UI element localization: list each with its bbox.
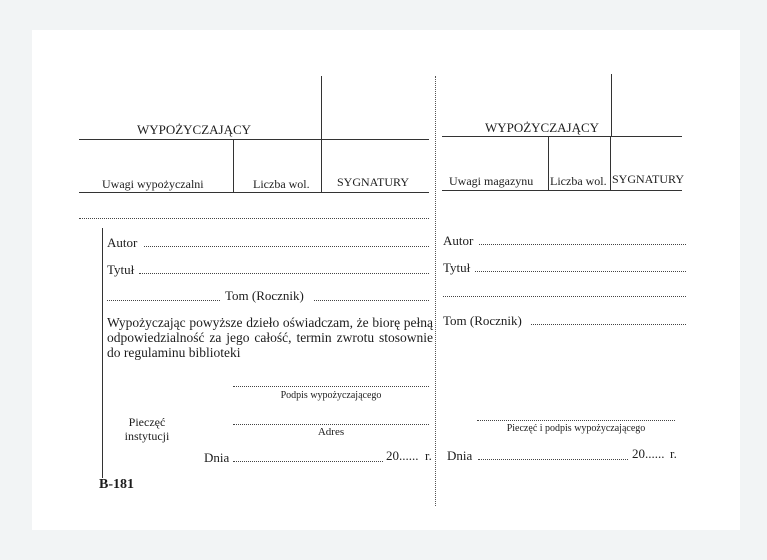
right-col-sygnatury: SYGNATURY — [612, 172, 685, 186]
right-autor-label: Autor — [443, 233, 474, 248]
right-tom-field[interactable] — [531, 324, 686, 325]
right-col-divider-1 — [548, 137, 549, 190]
right-tytul-label: Tytuł — [443, 260, 471, 275]
left-dotted-separator — [79, 218, 429, 219]
right-autor-field[interactable] — [479, 244, 686, 245]
form-code: B-181 — [99, 477, 134, 492]
right-year-label: 20...... — [632, 446, 665, 461]
right-tytul-field[interactable] — [475, 271, 686, 272]
left-tom-field-after[interactable] — [314, 300, 429, 301]
left-col-sygnatury: SYGNATURY — [337, 175, 410, 189]
left-autor-label: Autor — [107, 235, 138, 250]
right-r-label: r. — [670, 446, 677, 461]
library-loan-card — [32, 30, 740, 530]
right-pieczec-field[interactable] — [477, 420, 675, 421]
left-col-liczba: Liczba wol. — [253, 177, 310, 191]
left-dnia-field[interactable] — [233, 461, 383, 462]
left-col-bottom-line — [79, 192, 429, 193]
left-autor-field[interactable] — [144, 246, 429, 247]
right-col-divider-2 — [610, 137, 611, 190]
left-form-bracket — [102, 228, 103, 478]
right-col-uwagi: Uwagi magazynu — [449, 174, 534, 188]
left-dnia-label: Dnia — [204, 450, 230, 465]
right-pieczec-caption: Pieczęć i podpis wypożyczającego — [506, 423, 646, 434]
left-col-divider-2 — [321, 140, 322, 192]
left-header-line — [79, 139, 429, 140]
left-pieczec-label: Pieczęć — [128, 415, 166, 429]
left-col-uwagi: Uwagi wypożyczalni — [102, 177, 204, 191]
left-adres-field[interactable] — [233, 424, 429, 425]
right-dnia-label: Dnia — [447, 448, 473, 463]
left-header-title: WYPOŻYCZAJĄCY — [136, 122, 252, 137]
left-col-divider-1 — [233, 140, 234, 192]
left-year-label: 20...... — [386, 448, 419, 463]
perforation-line — [435, 76, 436, 506]
left-podpis-caption: Podpis wypożyczającego — [280, 390, 382, 401]
right-dnia-field[interactable] — [478, 459, 628, 460]
left-podpis-field[interactable] — [233, 386, 429, 387]
left-top-divider — [321, 76, 322, 140]
left-tytul-field[interactable] — [139, 273, 429, 274]
left-tytul-label: Tytuł — [107, 262, 135, 277]
left-tom-field-before[interactable] — [107, 300, 220, 301]
left-instytucji-label: instytucji — [124, 429, 170, 443]
right-blank-field[interactable] — [443, 296, 686, 297]
right-header-title: WYPOŻYCZAJĄCY — [484, 120, 600, 135]
left-tom-label: Tom (Rocznik) — [225, 288, 304, 303]
right-tom-label: Tom (Rocznik) — [443, 313, 522, 328]
left-adres-caption: Adres — [317, 426, 345, 438]
left-declaration-text: Wypożyczając powyższe dzieło oświadczam, że biorę pełną odpowiedzialność za jego całość, termin zwrotu stosownie do regulaminu biblioteki — [107, 315, 433, 360]
right-col-liczba: Liczba wol. — [550, 174, 607, 188]
right-header-line — [442, 136, 682, 137]
right-col-bottom-line — [442, 190, 682, 191]
left-r-label: r. — [425, 448, 432, 463]
